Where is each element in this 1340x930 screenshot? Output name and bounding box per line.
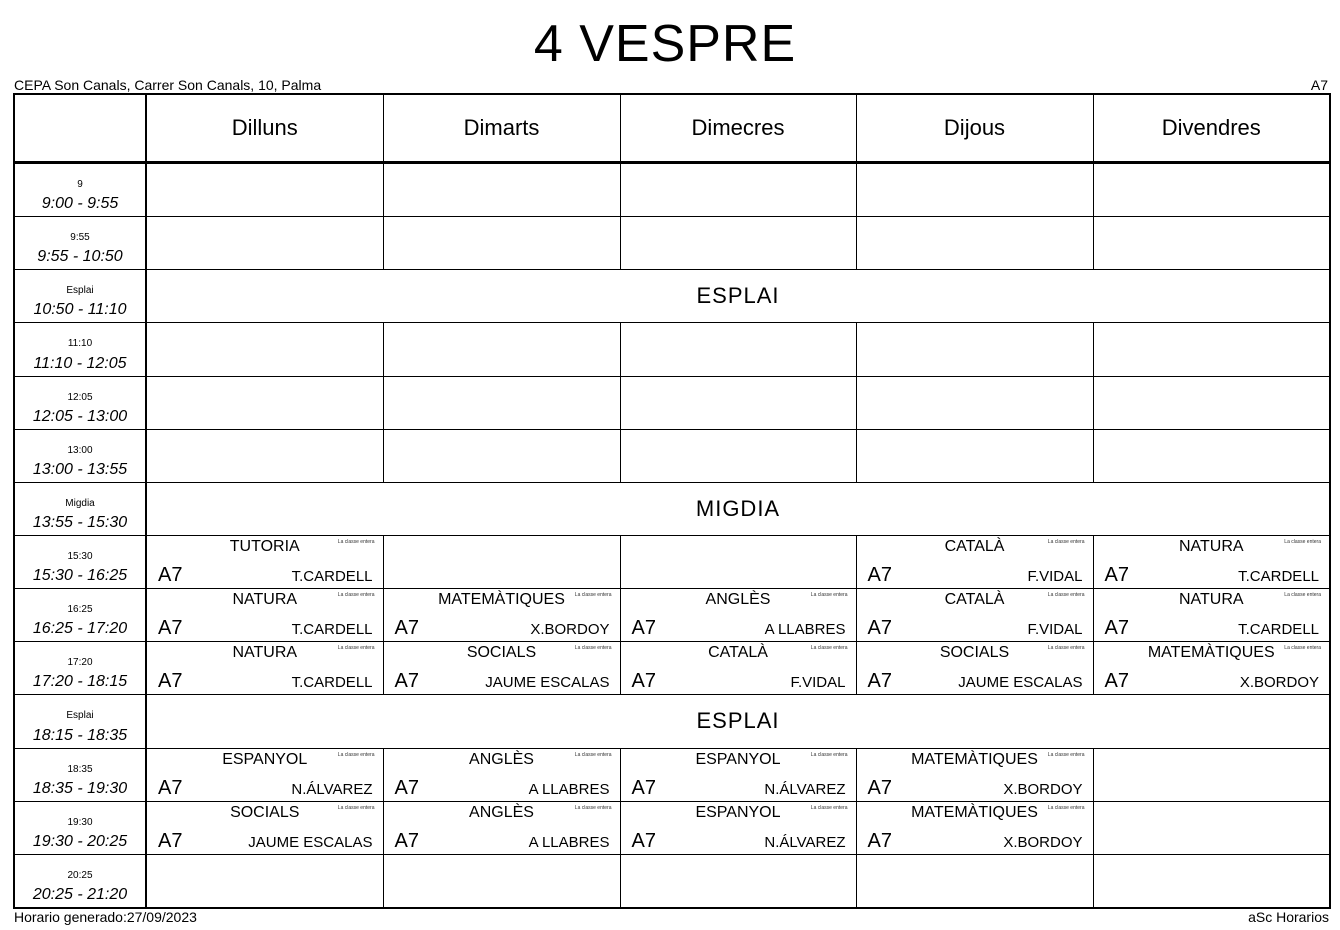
day-header: Divendres	[1093, 94, 1330, 163]
lesson-subject: NATURA	[1178, 537, 1244, 555]
period-label-cell	[14, 217, 146, 270]
lesson-teacher: JAUME ESCALAS	[248, 833, 373, 851]
lesson-subject: NATURA	[232, 644, 298, 662]
empty-cell	[620, 376, 856, 429]
empty-cell	[383, 323, 620, 376]
period-label-cell	[14, 535, 146, 588]
period-name: 19:30	[67, 816, 93, 828]
lesson-room: A7	[631, 776, 656, 799]
period-time: 17:20 - 18:15	[32, 673, 128, 691]
lesson-teacher: A LLABRES	[764, 621, 846, 639]
empty-cell	[146, 429, 383, 482]
lesson-subject: CATALÀ	[944, 537, 1005, 555]
lesson-subject: MATEMÀTIQUES	[438, 591, 565, 609]
period-row	[14, 748, 1330, 801]
lesson-cell	[856, 748, 1093, 801]
period-time: 15:30 - 16:25	[32, 567, 128, 585]
period-row	[14, 642, 1330, 695]
period-label-cell	[14, 695, 146, 748]
period-time: 16:25 - 17:20	[32, 620, 128, 638]
period-label-cell	[14, 589, 146, 642]
empty-cell	[856, 376, 1093, 429]
period-time: 13:00 - 13:55	[32, 460, 128, 478]
whole-class-tag: La classe entera	[337, 592, 375, 599]
lesson-room: A7	[158, 776, 183, 799]
lesson-cell	[620, 589, 856, 642]
whole-class-tag: La classe entera	[1284, 645, 1321, 652]
period-label-cell	[14, 429, 146, 482]
lesson-subject: SOCIALS	[230, 803, 300, 821]
header-corner	[14, 94, 146, 163]
whole-class-tag: La classe entera	[1284, 592, 1321, 599]
empty-cell	[383, 217, 620, 270]
lesson-teacher: F.VIDAL	[1027, 621, 1083, 639]
period-label-cell	[14, 748, 146, 801]
whole-class-tag: La classe entera	[337, 538, 375, 545]
whole-class-tag: La classe entera	[810, 804, 848, 811]
lesson-room: A7	[631, 617, 656, 640]
empty-cell	[146, 376, 383, 429]
whole-class-tag: La classe entera	[810, 751, 848, 758]
whole-class-tag: La classe entera	[337, 645, 375, 652]
lesson-cell	[146, 801, 383, 854]
lesson-room: A7	[867, 829, 892, 852]
lesson-teacher: N.ÁLVAREZ	[291, 780, 373, 798]
software-credit: aSc Horarios	[1248, 909, 1329, 925]
lesson-teacher: N.ÁLVAREZ	[764, 833, 846, 851]
period-name: 9	[77, 179, 83, 190]
lesson-room: A7	[158, 829, 183, 852]
break-cell: ESPLAI	[146, 270, 1330, 323]
lesson-room: A7	[394, 776, 419, 799]
empty-cell	[383, 376, 620, 429]
period-name: 13:00	[67, 444, 93, 456]
whole-class-tag: La classe entera	[574, 592, 612, 599]
lesson-room: A7	[867, 776, 892, 799]
lesson-room: A7	[158, 670, 183, 693]
period-time: 9:55 - 10:50	[37, 248, 123, 266]
lesson-subject: ESPANYOL	[695, 750, 781, 768]
whole-class-tag: La classe entera	[1047, 804, 1085, 811]
day-header: Dilluns	[146, 94, 383, 163]
whole-class-tag: La classe entera	[337, 751, 375, 758]
lesson-cell	[620, 748, 856, 801]
lesson-cell	[383, 801, 620, 854]
break-row	[14, 695, 1330, 748]
whole-class-tag: La classe entera	[810, 645, 848, 652]
period-row	[14, 854, 1330, 908]
period-row	[14, 589, 1330, 642]
lesson-cell	[383, 748, 620, 801]
lesson-cell	[383, 642, 620, 695]
period-row	[14, 376, 1330, 429]
period-name: 16:25	[67, 604, 93, 616]
lesson-subject: MATEMÀTIQUES	[1147, 644, 1275, 662]
whole-class-tag: La classe entera	[574, 751, 612, 758]
lesson-room: A7	[631, 829, 656, 852]
school-address: CEPA Son Canals, Carrer Son Canals, 10, Palma	[14, 77, 322, 93]
whole-class-tag: La classe entera	[1047, 592, 1085, 599]
empty-cell	[383, 854, 620, 908]
lesson-teacher: JAUME ESCALAS	[485, 674, 610, 692]
empty-cell	[383, 163, 620, 217]
empty-cell	[146, 854, 383, 908]
day-header-row	[14, 94, 1330, 163]
empty-cell	[856, 429, 1093, 482]
empty-cell	[146, 217, 383, 270]
day-header: Dimecres	[620, 94, 856, 163]
lesson-cell	[383, 589, 620, 642]
period-name: 17:20	[67, 657, 93, 669]
lesson-teacher: X.BORDOY	[1003, 833, 1083, 851]
break-row	[14, 482, 1330, 535]
lesson-room: A7	[158, 564, 183, 587]
period-label-cell	[14, 854, 146, 908]
lesson-cell	[146, 748, 383, 801]
empty-cell	[856, 854, 1093, 908]
lesson-subject: NATURA	[232, 591, 298, 609]
period-row	[14, 429, 1330, 482]
lesson-cell	[620, 642, 856, 695]
lesson-teacher: T.CARDELL	[291, 568, 373, 586]
empty-cell	[620, 854, 856, 908]
whole-class-tag: La classe entera	[810, 592, 848, 599]
period-time: 19:30 - 20:25	[32, 832, 128, 850]
empty-cell	[1093, 376, 1330, 429]
lesson-room: A7	[394, 617, 419, 640]
whole-class-tag: La classe entera	[574, 804, 612, 811]
period-name: 20:25	[67, 869, 93, 881]
lesson-room: A7	[1104, 670, 1129, 693]
whole-class-tag: La classe entera	[337, 804, 375, 811]
lesson-subject: CATALÀ	[708, 644, 768, 662]
lesson-room: A7	[394, 829, 419, 852]
period-time: 18:15 - 18:35	[32, 726, 128, 744]
empty-cell	[1093, 163, 1330, 217]
period-time: 20:25 - 21:20	[32, 886, 128, 903]
lesson-room: A7	[867, 670, 892, 693]
room-code: A7	[1310, 77, 1328, 93]
empty-cell	[620, 535, 856, 588]
lesson-cell	[856, 642, 1093, 695]
break-cell: ESPLAI	[146, 695, 1330, 748]
lesson-subject: TUTORIA	[229, 537, 300, 555]
lesson-cell	[146, 642, 383, 695]
empty-cell	[1093, 854, 1330, 908]
period-label-cell	[14, 642, 146, 695]
lesson-subject: CATALÀ	[944, 591, 1005, 609]
lesson-teacher: T.CARDELL	[291, 621, 373, 639]
period-row	[14, 217, 1330, 270]
period-time: 18:35 - 19:30	[32, 779, 128, 797]
period-name: 18:35	[67, 763, 93, 775]
lesson-room: A7	[631, 670, 656, 693]
lesson-cell	[146, 589, 383, 642]
lesson-subject: SOCIALS	[939, 644, 1010, 662]
empty-cell	[856, 163, 1093, 217]
lesson-cell	[856, 535, 1093, 588]
timetable-grid	[13, 93, 1331, 909]
lesson-cell	[146, 535, 383, 588]
lesson-subject: SOCIALS	[466, 644, 537, 662]
period-label-cell	[14, 163, 146, 217]
empty-cell	[620, 323, 856, 376]
period-name: 12:05	[67, 391, 93, 403]
period-row	[14, 163, 1330, 217]
generated-date: Horario generado:27/09/2023	[14, 909, 197, 925]
period-name: 9:55	[70, 232, 90, 244]
lesson-subject: ANGLÈS	[469, 803, 534, 821]
empty-cell	[856, 217, 1093, 270]
lesson-cell	[1093, 535, 1330, 588]
period-label-cell	[14, 376, 146, 429]
empty-cell	[383, 535, 620, 588]
lesson-cell	[1093, 642, 1330, 695]
timetable-title: 4 VESPRE	[533, 15, 797, 73]
empty-cell	[383, 429, 620, 482]
empty-cell	[1093, 801, 1330, 854]
lesson-room: A7	[1104, 564, 1129, 587]
period-label-cell	[14, 323, 146, 376]
empty-cell	[146, 323, 383, 376]
day-header: Dijous	[856, 94, 1093, 163]
period-name: Esplai	[66, 285, 94, 297]
lesson-cell	[856, 589, 1093, 642]
period-time: 9:00 - 9:55	[41, 195, 119, 213]
period-time: 11:10 - 12:05	[33, 354, 127, 372]
empty-cell	[1093, 217, 1330, 270]
period-time: 10:50 - 11:10	[33, 301, 127, 319]
period-time: 12:05 - 13:00	[32, 407, 128, 425]
period-name: Migdia	[65, 497, 95, 509]
period-name: 11:10	[67, 338, 93, 350]
break-cell: MIGDIA	[146, 482, 1330, 535]
lesson-teacher: X.BORDOY	[530, 621, 610, 639]
whole-class-tag: La classe entera	[1284, 538, 1321, 545]
empty-cell	[1093, 323, 1330, 376]
period-row	[14, 801, 1330, 854]
whole-class-tag: La classe entera	[1047, 645, 1085, 652]
lesson-cell	[856, 801, 1093, 854]
period-name: Esplai	[66, 710, 94, 722]
lesson-teacher: X.BORDOY	[1239, 674, 1319, 692]
lesson-subject: MATEMÀTIQUES	[911, 750, 1038, 768]
lesson-room: A7	[394, 670, 419, 693]
lesson-cell	[1093, 589, 1330, 642]
lesson-subject: ESPANYOL	[695, 803, 781, 821]
period-row	[14, 323, 1330, 376]
period-row	[14, 535, 1330, 588]
empty-cell	[856, 323, 1093, 376]
empty-cell	[146, 163, 383, 217]
lesson-room: A7	[867, 617, 892, 640]
lesson-teacher: A LLABRES	[528, 780, 610, 798]
lesson-subject: ANGLÈS	[705, 591, 771, 609]
day-header: Dimarts	[383, 94, 620, 163]
lesson-subject: ESPANYOL	[222, 750, 308, 768]
whole-class-tag: La classe entera	[1047, 538, 1085, 545]
whole-class-tag: La classe entera	[1047, 751, 1085, 758]
whole-class-tag: La classe entera	[574, 645, 612, 652]
lesson-teacher: X.BORDOY	[1003, 780, 1083, 798]
period-time: 13:55 - 15:30	[32, 513, 128, 531]
lesson-subject: ANGLÈS	[469, 750, 534, 768]
break-row	[14, 270, 1330, 323]
empty-cell	[620, 217, 856, 270]
lesson-teacher: N.ÁLVAREZ	[764, 780, 846, 798]
empty-cell	[620, 429, 856, 482]
period-name: 15:30	[67, 550, 93, 562]
period-label-cell	[14, 801, 146, 854]
lesson-teacher: F.VIDAL	[1027, 568, 1083, 586]
lesson-subject: MATEMÀTIQUES	[911, 803, 1038, 821]
empty-cell	[1093, 429, 1330, 482]
lesson-subject: NATURA	[1178, 591, 1244, 609]
lesson-room: A7	[158, 617, 183, 640]
lesson-teacher: A LLABRES	[528, 833, 610, 851]
lesson-teacher: JAUME ESCALAS	[958, 674, 1083, 692]
lesson-room: A7	[867, 564, 892, 587]
lesson-cell	[620, 801, 856, 854]
lesson-teacher: T.CARDELL	[1238, 621, 1319, 639]
empty-cell	[1093, 748, 1330, 801]
lesson-teacher: T.CARDELL	[1238, 568, 1319, 586]
lesson-teacher: F.VIDAL	[790, 674, 846, 692]
period-label-cell	[14, 482, 146, 535]
lesson-room: A7	[1104, 617, 1129, 640]
period-label-cell	[14, 270, 146, 323]
timetable-body	[14, 163, 1330, 909]
lesson-teacher: T.CARDELL	[291, 674, 373, 692]
empty-cell	[620, 163, 856, 217]
